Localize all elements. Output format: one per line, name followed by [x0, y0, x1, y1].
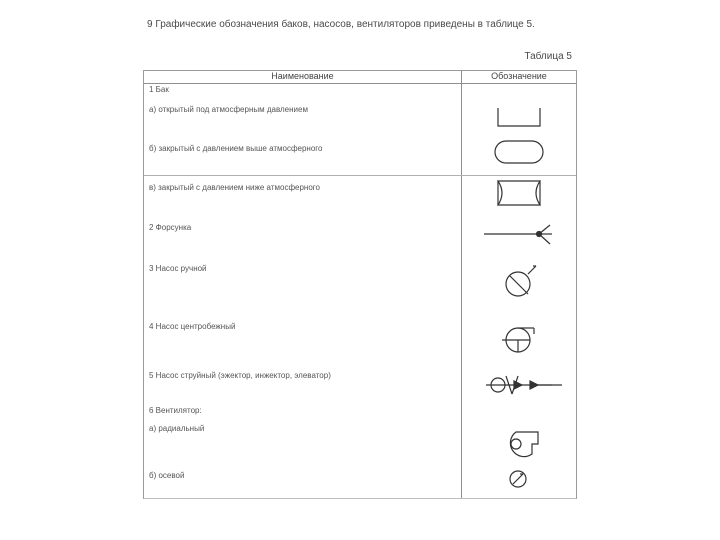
hand-pump-icon [506, 266, 536, 296]
symbols-table [143, 70, 577, 499]
row-label-hand-pump: 3 Насос ручной [149, 264, 207, 273]
centrifugal-pump-icon [502, 328, 534, 352]
row-label-radial-fan: а) радиальный [149, 424, 205, 433]
vacuum-tank-icon [498, 181, 540, 205]
row-label-jet-pump: 5 Насос струйный (эжектор, инжектор, элеватор) [149, 371, 331, 380]
row-label-fan: 6 Вентилятор: [149, 406, 202, 415]
symbols-column [462, 84, 576, 497]
closed-tank-icon [495, 141, 543, 163]
axial-fan-icon [510, 471, 526, 487]
table-caption: Таблица 5 [524, 51, 572, 62]
row-label-axial-fan: б) осевой [149, 471, 185, 480]
row-label-centrifugal-pump: 4 Насос центробежный [149, 322, 236, 331]
header-name: Наименование [271, 71, 334, 81]
row-label-nozzle: 2 Форсунка [149, 223, 192, 232]
row-label-tank: 1 Бак [149, 85, 169, 94]
radial-fan-icon [510, 432, 538, 457]
header-symbol: Обозначение [491, 71, 547, 81]
open-tank-icon [498, 108, 540, 126]
row-label-closed-tank: б) закрытый с давлением выше атмосферного [149, 144, 323, 153]
row-label-open-tank: а) открытый под атмосферным давлением [149, 105, 308, 114]
jet-pump-icon [486, 376, 562, 394]
row-label-vacuum-tank: в) закрытый с давлением ниже атмосферного [149, 183, 320, 192]
intro-paragraph: 9 Графические обозначения баков, насосов, вентиляторов приведены в таблице 5. [147, 19, 535, 30]
nozzle-icon [484, 225, 552, 244]
